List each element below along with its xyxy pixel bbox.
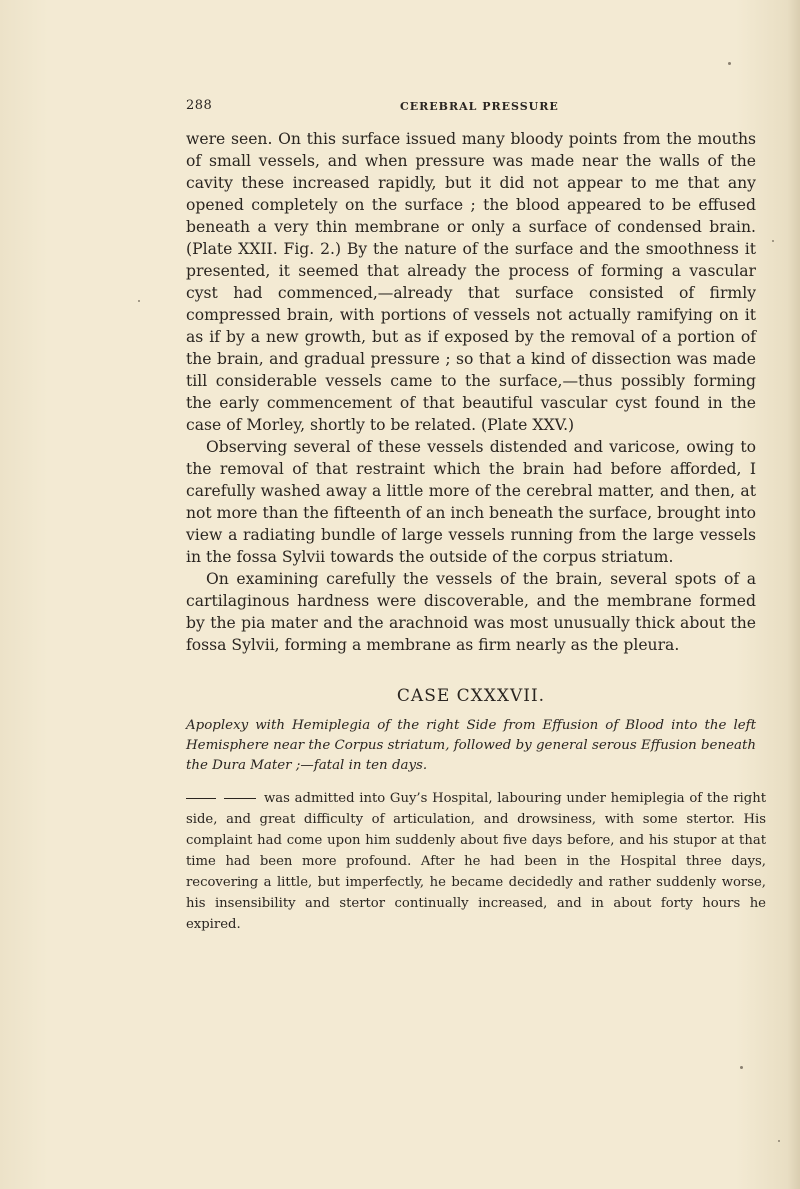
page-number: 288 (186, 98, 213, 113)
paragraph: On examining carefully the vessels of the brain, several spots of a cartilaginous hardness were discoverable, and the membrane formed by the pia mater and the arachnoid was most unusually thick about the fossa Sylvii, forming a membrane as firm nearly as the pleura. (186, 570, 756, 654)
case-subtitle: Apoplexy with Hemiplegia of the right Side from Effusion of Blood into the left Hemisphere near the Corpus striatum, followed by general serous Effusion beneath the Dura Mater ;—fatal in ten days. (186, 718, 756, 773)
case-body (186, 788, 766, 935)
paragraph: Observing several of these vessels distended and varicose, owing to the removal of that restraint which the brain had before afforded, I carefully washed away a little more of the cerebral matter, and then, at not more than the fifteenth of an inch beneath the surface, brought into view a radiating bundle of large vessels running from the large vessels in the fossa Sylvii towards the outside of the corpus striatum. (186, 438, 756, 566)
name-dash (186, 798, 216, 799)
case-body-text: was admitted into Guy’s Hospital, labouring under hemiplegia of the right side, and great difficulty of articulation, and drowsiness, with some stertor. His complaint had come upon him suddenly about five days before, and his stupor at that time had been more profound. After he had been in the Hospital three days, recovering a little, but imperfectly, he became decidedly and rather suddenly worse, his insensibility and stertor continually increased, and in about forty hours he expired. (186, 791, 766, 932)
paragraph: were seen. On this surface issued many bloody points from the mouths of small vessels, and when pressure was made near the walls of the cavity these increased rapidly, but it did not appear to me that any opened completely on the surface ; the blood appeared to be effused beneath a very thin membrane or only a surface of condensed brain. (Plate XXII. Fig. 2.) By the nature of the surface and the smoothness it presented, it seemed that already the process of forming a vascular cyst had commenced,—already that surface consisted of firmly compressed brain, with portions of vessels not actually ramifying on it as if by a new growth, but as if exposed by the removal of a portion of the brain, and gradual pressure ; so that a kind of dissection was made till considerable vessels came to the surface,—thus possibly forming the early commencement of that beautiful vascular cyst found in the case of Morley, shortly to be related. (Plate XXV.) (186, 130, 756, 434)
page-header (186, 98, 766, 120)
name-dash (224, 798, 256, 799)
body-text (186, 128, 756, 656)
running-head: CEREBRAL PRESSURE (400, 100, 559, 113)
case-title: CASE CXXXVII. (396, 686, 546, 706)
page-edge-shadow (788, 0, 800, 1189)
